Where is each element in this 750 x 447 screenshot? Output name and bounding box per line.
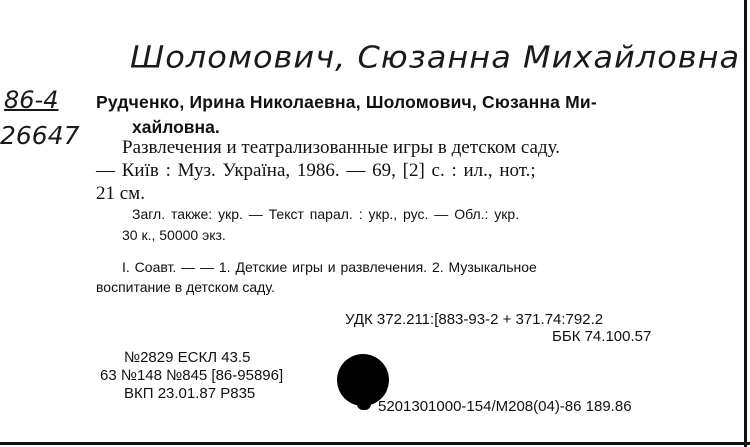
title-line: Развлечения и театрализованные игры в детском саду. — [122, 137, 560, 158]
tech-line-2: 63 №148 №845 [86-95896] — [100, 367, 284, 384]
handwritten-shelf-mark: 86-4 — [4, 86, 59, 114]
note-line-1: Загл. также: укр. — Текст парал. : укр., рус. — Обл.: укр. — [132, 206, 520, 222]
size-line: 21 см. — [96, 183, 145, 204]
tech-line-3: ВКП 23.01.87 Р835 — [124, 385, 256, 402]
imprint-line: — Київ : Муз. Україна, 1986. — 69, [2] с. : ил., нот.; — [96, 160, 536, 181]
card-bottom-edge — [0, 442, 750, 445]
handwritten-author-name: Шоломович, Сюзанна Михайловна — [130, 38, 741, 76]
note-line-2: 30 к., 50000 экз. — [122, 227, 226, 243]
publisher-code: 5201301000-154/М208(04)-86 189.86 — [378, 398, 632, 415]
subject-line-2: воспитание в детском саду. — [96, 279, 275, 295]
handwritten-inventory-number: 26647 — [0, 121, 80, 150]
entry-heading-line-1: Рудченко, Ирина Николаевна, Шоломович, Сюзанна Ми- — [96, 92, 597, 112]
card-right-edge — [744, 0, 747, 447]
entry-heading-line-2: хайловна. — [132, 117, 220, 137]
udk-code: УДК 372.211:[883-93-2 + 371.74:792.2 — [345, 311, 604, 328]
subject-line-1: I. Соавт. — — 1. Детские игры и развлечения. 2. Музыкальное — [122, 259, 537, 275]
punch-hole-tail — [357, 398, 371, 410]
tech-line-1: №2829 ЕСКЛ 43.5 — [124, 349, 251, 366]
bbk-code: ББК 74.100.57 — [552, 328, 652, 345]
